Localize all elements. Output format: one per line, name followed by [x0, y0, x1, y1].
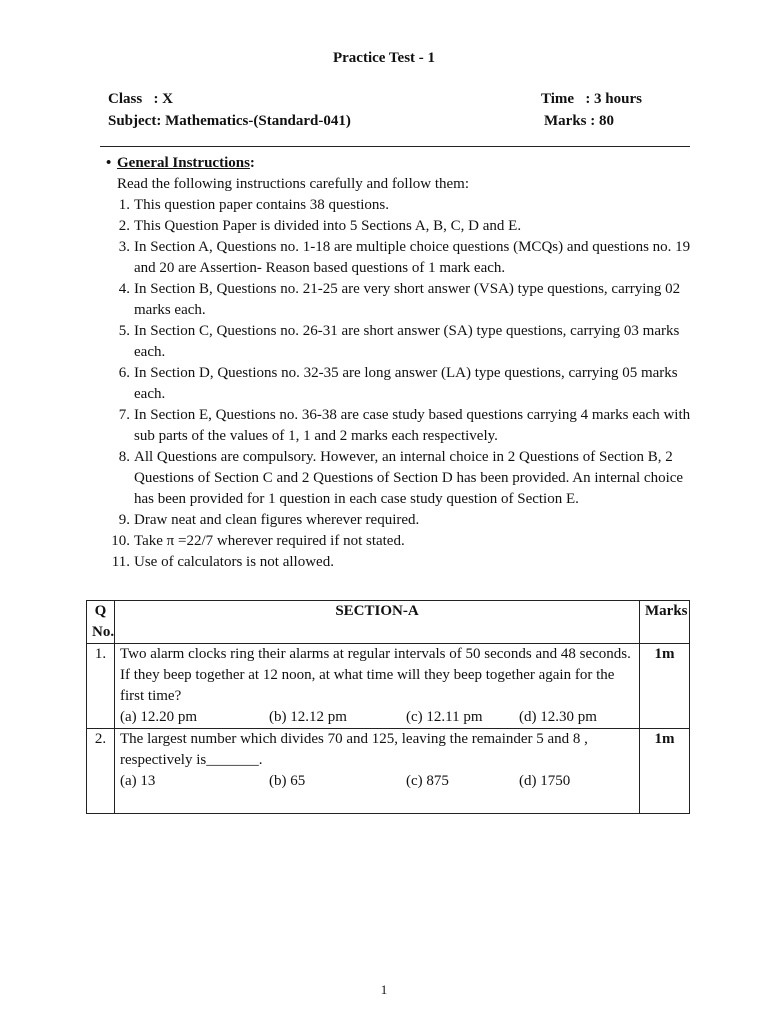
- instruction-text: This question paper contains 38 questions.: [134, 197, 389, 213]
- instruction-text: Use of calculators is not allowed.: [134, 554, 334, 570]
- option-c: (c) 12.11 pm: [406, 709, 483, 725]
- option-d: (d) 1750: [519, 773, 571, 789]
- table-header-row: [87, 601, 690, 644]
- instructions-heading: [106, 153, 706, 174]
- instruction-item: [106, 552, 706, 573]
- option-b: (b) 65: [269, 773, 306, 789]
- instruction-text: Take π =22/7 wherever required if not stated.: [134, 533, 405, 549]
- subject-text: Subject: Mathematics-(Standard-041): [108, 113, 351, 129]
- page-title: Practice Test - 1: [332, 50, 436, 66]
- instruction-number: 11.: [111, 554, 130, 570]
- instruction-item: [106, 363, 706, 405]
- instruction-item: [106, 216, 706, 237]
- instruction-number: 6.: [118, 365, 130, 381]
- question-marks: 1m: [640, 729, 690, 814]
- qno-header: Q No.: [87, 601, 115, 644]
- question-text: Two alarm clocks ring their alarms at regular intervals of 50 seconds and 48 seconds. If they beep together at 12 noon, at what time will they beep together again for the first time?: [120, 646, 631, 704]
- instruction-item: [106, 405, 706, 447]
- page-number: 1: [380, 982, 388, 997]
- instruction-text: In Section A, Questions no. 1-18 are multiple choice questions (MCQs) and questions no. 19 and 20 are Assertion- Reason based questions of 1 mark each.: [134, 239, 691, 276]
- instructions-heading-text: General Instructions: [117, 155, 250, 171]
- instruction-number: 5.: [118, 323, 130, 339]
- section-a-table: [86, 600, 690, 814]
- question-options: [120, 707, 634, 728]
- instruction-text: In Section C, Questions no. 26-31 are short answer (SA) type questions, carrying 03 marks each.: [134, 323, 680, 360]
- question-row: [87, 729, 690, 814]
- bullet-icon: •: [106, 155, 112, 171]
- question-text: The largest number which divides 70 and 125, leaving the remainder 5 and 8 , respectively is_______.: [120, 731, 588, 768]
- class-value: : X: [153, 91, 174, 107]
- instruction-number: 10.: [111, 533, 130, 549]
- option-d: (d) 12.30 pm: [519, 709, 597, 725]
- class-time-row: [108, 89, 658, 110]
- question-options: [120, 771, 634, 792]
- instruction-item: [106, 510, 706, 531]
- instructions-list: [106, 195, 706, 573]
- question-body: [115, 729, 640, 814]
- instruction-item: [106, 279, 706, 321]
- instruction-item: [106, 531, 706, 552]
- time-label: Time: [541, 91, 575, 107]
- instruction-item: [106, 321, 706, 363]
- time-value: : 3 hours: [585, 91, 642, 107]
- option-b: (b) 12.12 pm: [269, 709, 347, 725]
- instruction-text: In Section D, Questions no. 32-35 are long answer (LA) type questions, carrying 05 marks each.: [134, 365, 678, 402]
- instruction-number: 7.: [118, 407, 130, 423]
- general-instructions: [106, 153, 706, 573]
- question-body: [115, 644, 640, 729]
- subject-marks-row: [108, 111, 658, 132]
- time-info: [541, 89, 642, 110]
- option-c: (c) 875: [406, 773, 449, 789]
- instruction-text: Draw neat and clean figures wherever required.: [134, 512, 420, 528]
- instruction-text: This Question Paper is divided into 5 Sections A, B, C, D and E.: [134, 218, 522, 234]
- instruction-number: 2.: [118, 218, 130, 234]
- header-divider: [100, 146, 690, 147]
- instruction-item: [106, 237, 706, 279]
- marks-header: Marks: [640, 601, 690, 644]
- instruction-number: 4.: [118, 281, 130, 297]
- instruction-number: 8.: [118, 449, 130, 465]
- question-marks: 1m: [640, 644, 690, 729]
- instructions-intro: Read the following instructions carefully and follow them:: [117, 176, 470, 192]
- question-number: 1.: [87, 644, 115, 729]
- question-row: [87, 644, 690, 729]
- instruction-number: 3.: [118, 239, 130, 255]
- total-marks: Marks : 80: [544, 113, 614, 129]
- instruction-number: 9.: [118, 512, 130, 528]
- instructions-heading-colon: :: [249, 155, 255, 171]
- instruction-text: In Section E, Questions no. 36-38 are case study based questions carrying 4 marks each with sub parts of the values of 1, 1 and 2 marks each respectively.: [134, 407, 691, 444]
- class-label: Class: [108, 91, 143, 107]
- instruction-item: [106, 447, 706, 510]
- instruction-text: All Questions are compulsory. However, an internal choice in 2 Questions of Section B, 2 Questions of Section C and 2 Questions of Section D has been provided. An internal choice has been provided for 1 question in each case study question of Section E.: [134, 449, 684, 507]
- option-a: (a) 13: [120, 773, 156, 789]
- instruction-item: [106, 195, 706, 216]
- instruction-text: In Section B, Questions no. 21-25 are very short answer (VSA) type questions, carrying 02 marks each.: [134, 281, 681, 318]
- instruction-number: 1.: [118, 197, 130, 213]
- section-header: SECTION-A: [115, 601, 640, 644]
- question-number: 2.: [87, 729, 115, 814]
- option-a: (a) 12.20 pm: [120, 709, 198, 725]
